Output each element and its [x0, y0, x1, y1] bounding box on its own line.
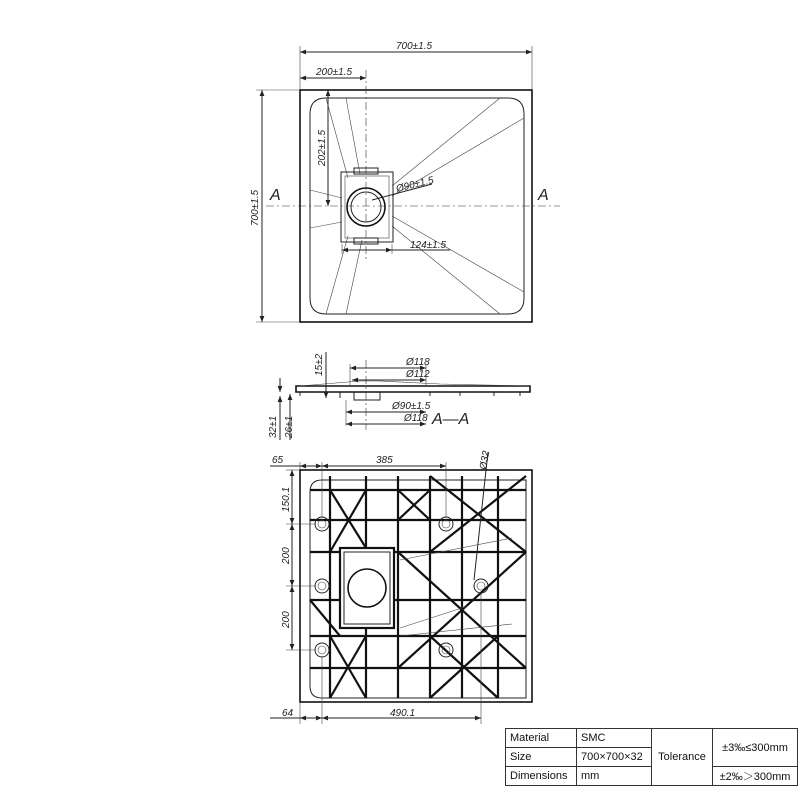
lip-height-dim: 26±1 [284, 415, 295, 438]
section-hole-dia: Ø90±1.5 [392, 401, 431, 412]
section-outer-dia: Ø118 [406, 357, 430, 368]
left-offset-bottom-dim: 64 [282, 708, 294, 719]
tolerance-2: ±2‰＞300mm [713, 767, 798, 786]
plan-view [250, 41, 560, 322]
tolerance-label: Tolerance [652, 729, 713, 786]
drain-x-dim: 200±1.5 [316, 67, 353, 78]
section-view [268, 352, 530, 440]
foot-diameter: Ø32 [478, 449, 493, 471]
spec-value-size: 700×700×32 [577, 748, 652, 767]
tolerance-1: ±3‰≤300mm [713, 729, 798, 767]
spec-table [505, 728, 798, 786]
drain-diameter: Ø90±1.5 [395, 174, 435, 195]
section-inner-dia: Ø112 [406, 369, 430, 380]
spec-label-dimensions: Dimensions [506, 767, 577, 786]
span-bottom-dim: 490.1 [390, 708, 416, 719]
spec-value-material: SMC [577, 729, 652, 748]
width-dim: 700±1.5 [396, 41, 433, 52]
height-dim: 700±1.5 [250, 189, 261, 226]
section-marker-left: A [270, 187, 281, 204]
spacing-2-dim: 200 [281, 611, 292, 628]
drain-width-dim: 124±1.5 [410, 240, 447, 251]
drain-height-dim: 15±2 [314, 353, 325, 376]
spec-value-dimensions: mm [577, 767, 652, 786]
span-top-dim: 385 [376, 455, 393, 466]
spec-label-material: Material [506, 729, 577, 748]
total-height-dim: 32±1 [268, 415, 279, 438]
top-offset-dim: 150.1 [281, 486, 292, 512]
section-label: A—A [432, 411, 470, 428]
section-marker-right: A [538, 187, 549, 204]
left-offset-dim: 65 [272, 455, 284, 466]
section-bottom-dia: Ø118 [404, 413, 428, 424]
drain-y-dim: 202±1.5 [317, 129, 328, 166]
spacing-1-dim: 200 [281, 547, 292, 564]
spec-label-size: Size [506, 748, 577, 767]
bottom-view [270, 450, 532, 724]
